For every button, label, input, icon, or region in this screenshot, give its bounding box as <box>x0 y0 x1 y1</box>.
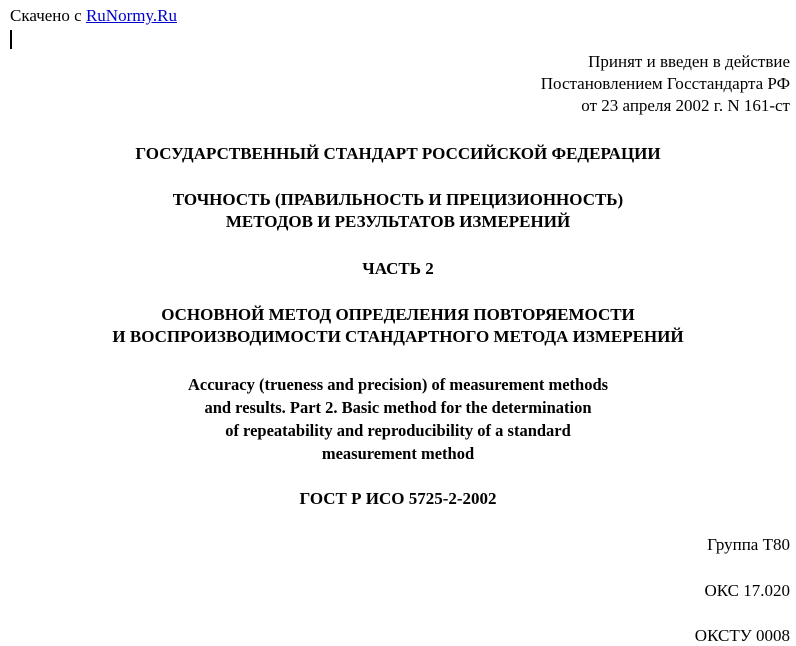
standard-designation: ГОСТ Р ИСО 5725-2-2002 <box>299 489 497 508</box>
text-cursor <box>10 30 12 49</box>
approval-line-3: от 23 апреля 2002 г. N 161-ст <box>581 96 790 115</box>
english-title-line-1: Accuracy (trueness and precision) of measurement methods <box>187 375 609 394</box>
approval-line-2: Постановлением Госстандарта РФ <box>540 74 790 93</box>
english-title <box>0 373 796 465</box>
english-title-line-4: measurement method <box>321 444 475 463</box>
standard-subtitle-line-2: И ВОСПРОИЗВОДИМОСТИ СТАНДАРТНОГО МЕТОДА ИЗМЕРЕНИЙ <box>112 327 684 346</box>
classification-oks: ОКС 17.020 <box>704 581 790 600</box>
part-number: ЧАСТЬ 2 <box>362 259 434 278</box>
standard-title-line-1: ТОЧНОСТЬ (ПРАВИЛЬНОСТЬ И ПРЕЦИЗИОННОСТЬ) <box>172 190 624 209</box>
download-source-prefix: Скачено с <box>10 6 86 25</box>
runormy-link[interactable]: RuNormy.Ru <box>85 6 177 25</box>
standard-subtitle-line-1: ОСНОВНОЙ МЕТОД ОПРЕДЕЛЕНИЯ ПОВТОРЯЕМОСТИ <box>161 305 635 324</box>
english-title-line-3: of repeatability and reproducibility of a standard <box>225 421 571 440</box>
classification-group: Группа Т80 <box>707 535 790 554</box>
standard-title-line-2: МЕТОДОВ И РЕЗУЛЬТАТОВ ИЗМЕРЕНИЙ <box>225 212 571 231</box>
classification-okstu: ОКСТУ 0008 <box>694 626 790 645</box>
download-source-line <box>10 6 177 26</box>
approval-block <box>541 51 790 117</box>
standard-subtitle <box>0 304 796 348</box>
approval-line-1: Принят и введен в действие <box>588 52 790 71</box>
country-standard-heading: ГОСУДАРСТВЕННЫЙ СТАНДАРТ РОССИЙСКОЙ ФЕДЕРАЦИИ <box>135 144 661 163</box>
english-title-line-2: and results. Part 2. Basic method for the determination <box>204 398 592 417</box>
standard-title <box>0 189 796 233</box>
